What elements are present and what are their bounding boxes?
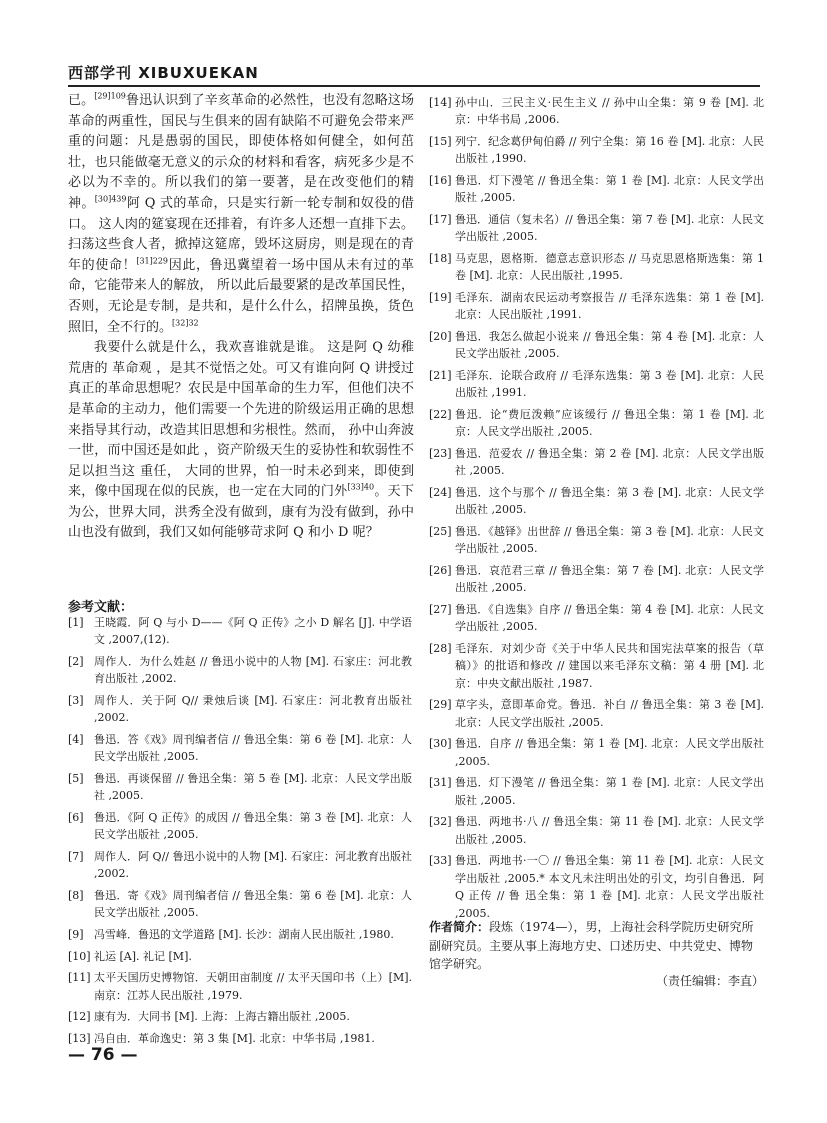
reference-number: [9]	[68, 928, 84, 941]
reference-number: [4]	[68, 733, 84, 746]
reference-text: 冯雪峰．鲁迅的文学道路 [M]. 长沙：湖南人民出版社 ,1980.	[94, 928, 394, 941]
reference-number: [20]	[429, 330, 452, 343]
body-text	[68, 91, 414, 544]
reference-item	[429, 172, 764, 207]
reference-text: 毛泽东．论联合政府 // 毛泽东选集：第 3 卷 [M]. 北京：人民出版社 ,1991.	[455, 369, 764, 400]
reference-item	[429, 328, 764, 363]
reference-text: 康有为．大同书 [M]. 上海：上海古籍出版社 ,2005.	[94, 1010, 350, 1024]
reference-item	[68, 848, 412, 883]
reference-text: 鲁迅．灯下漫笔 // 鲁迅全集：第 1 卷 [M]. 北京：人民文学出版社 ,2005.	[455, 174, 764, 205]
reference-number: [6]	[68, 811, 84, 824]
reference-text: 毛泽东．对刘少奇《关于中华人民共和国宪法草案的报告（草稿）》的批语和修改 // 建国以来毛泽东文稿：第 4 册 [M]. 北京：中央文献出版社 ,1987.	[455, 642, 764, 690]
reference-number: [5]	[68, 772, 84, 785]
citation-31: [31]229	[136, 256, 169, 266]
reference-item	[429, 133, 764, 168]
reference-item	[429, 94, 764, 129]
reference-item	[429, 289, 764, 324]
reference-item	[68, 969, 412, 1004]
reference-item	[429, 601, 764, 636]
author-bio-text: 段炼（1974—），男，上海社会科学院历史研究所副研究员。主要从事上海地方史、口述历史、中共党史、博物馆学研究。	[429, 920, 754, 972]
reference-text: 草字头，意即革命党。鲁迅．补白 // 鲁迅全集：第 3 卷 [M]. 北京：人民文学出版社 ,2005.	[455, 698, 764, 729]
reference-number: [11]	[68, 971, 91, 985]
paragraph-1: 已。$^{[29]109}$鲁迅认识到了辛亥革命的必然性，也没有忽略这场革命的两重性，国民与生俱来的固有缺陷不可避免会带来严重的问题：凡是愚弱的国民，即使体格如何健全，如何茁壮，也只能做毫无意义的示众的材料和看客，病死多少是不必以为不幸的。所以我们的第一要著，是在改变他们的精神。$^{[30]439}$阿 Q 式的革命，只是实行新一轮专制和奴役的借口。 这人肉的筵宴现在还排着，有许多人还想一直排下去。扫荡这些食人者，掀掉这筵席，毁坏这厨房，则是现在的青年的使命！$^{[31]229}$因此，鲁迅冀望着一场中国从未有过的革命，它能带来人的解放， 所以此后最要紧的是改革国民性，否则，无论是专制，是共和，是什么什么，招牌虽换，货色照旧，全不行的。$^{[32]32}$	[68, 91, 414, 335]
reference-number: [7]	[68, 850, 84, 863]
reference-number: [23]	[429, 447, 452, 460]
reference-item	[429, 484, 764, 519]
reference-item	[68, 926, 412, 943]
reference-text: 毛泽东．湖南农民运动考察报告 // 毛泽东选集：第 1 卷 [M]. 北京：人民出版社 ,1991.	[455, 291, 764, 322]
reference-item	[429, 562, 764, 597]
reference-text: 周作人．关于阿 Q// 秉烛后谈 [M]. 石家庄：河北教育出版社 ,2002.	[94, 694, 412, 725]
reference-text: 鲁迅．通信（复未名）// 鲁迅全集：第 7 卷 [M]. 北京：人民文学出版社 ,2005.	[455, 213, 764, 244]
reference-text: 鲁迅．哀范君三章 // 鲁迅全集：第 7 卷 [M]. 北京：人民文学出版社 ,2005.	[455, 564, 764, 595]
reference-number: [30]	[429, 737, 452, 751]
reference-text: 周作人．为什么姓赵 // 鲁迅小说中的人物 [M]. 石家庄：河北教育出版社 ,2002.	[94, 655, 412, 686]
reference-number: [10]	[68, 949, 91, 963]
reference-number: [17]	[429, 213, 452, 226]
reference-item	[68, 887, 412, 922]
reference-number: [29]	[429, 698, 452, 712]
paragraph-2: 我要什么就是什么，我欢喜谁就是谁。 这是阿 Q 幼稚荒唐的 革命观 ，是其不觉悟之处。可又有谁向阿 Q 讲授过真正的革命思想呢？农民是中国革命的生力军，但他们决不是革命的主动力，他们需要一个先进的阶级运用正确的思想来指导其行动，改造其旧思想和劣根性。然而， 孙中山奔波一世，而中国还是如此 ，资产阶级天生的妥协性和软弱性不足以担当这 重任， 大同的世界，怕一时未必到来，即使到来，像中国现在似的民族，也一定在大同的门外$^{[33]40}$。天下为公，世界大同，洪秀全没有做到，康有为没有做到，孙中山也没有做到，我们又如何能够苛求阿 Q 和小 D 呢？	[68, 340, 414, 541]
reference-number: [24]	[429, 486, 452, 499]
reference-text: 鲁迅．寄《戏》周刊编者信 // 鲁迅全集：第 6 卷 [M]. 北京：人民文学出版社 ,2005.	[94, 889, 412, 920]
reference-item	[429, 250, 764, 285]
reference-item	[68, 1008, 412, 1025]
citation-30: [30]439	[94, 194, 127, 204]
reference-number: [21]	[429, 369, 452, 382]
reference-number: [13]	[68, 1031, 91, 1045]
reference-number: [3]	[68, 694, 84, 707]
reference-item	[429, 367, 764, 402]
reference-number: [28]	[429, 642, 452, 655]
journal-title: 西部学刊 XIBUXUEKAN	[68, 64, 259, 82]
reference-item	[68, 692, 412, 727]
reference-item	[429, 852, 764, 922]
citation-33: [33]40	[347, 482, 375, 492]
reference-item	[429, 640, 764, 692]
reference-text: 鲁迅．范爱农 // 鲁迅全集：第 2 卷 [M]. 北京：人民文学出版社 ,2005.	[455, 447, 764, 478]
reference-item	[429, 445, 764, 480]
reference-number: [14]	[429, 96, 452, 109]
reference-item	[429, 211, 764, 246]
reference-text: 鲁迅．论“费厄泼赖”应该缓行 // 鲁迅全集：第 1 卷 [M]. 北京：人民文学出版社 ,2005.	[455, 408, 764, 439]
reference-number: [1]	[68, 616, 84, 629]
reference-item	[429, 813, 764, 848]
reference-number: [16]	[429, 174, 452, 187]
reference-text: 太平天国历史博物馆．天朝田亩制度 // 太平天国印书（上）[M]. 南京：江苏人民出版社 ,1979.	[94, 971, 412, 1002]
reference-item	[429, 523, 764, 558]
reference-number: [25]	[429, 525, 452, 538]
reference-list-left	[68, 614, 412, 1051]
reference-item	[68, 948, 412, 965]
reference-number: [27]	[429, 603, 452, 616]
reference-number: [31]	[429, 776, 452, 790]
responsible-editor: （责任编辑：李直）	[655, 974, 764, 988]
reference-text: 周作人．阿 Q// 鲁迅小说中的人物 [M]. 石家庄：河北教育出版社 ,2002.	[94, 850, 412, 881]
author-bio-label: 作者简介：	[429, 920, 490, 934]
citation-29: [29]109	[94, 91, 126, 101]
reference-item	[68, 770, 412, 805]
reference-item	[429, 696, 764, 731]
reference-number: [12]	[68, 1010, 91, 1024]
reference-text: 鲁迅．两地书·一〇 // 鲁迅全集：第 11 卷 [M]. 北京：人民文学出版社 ,2005.* 本文凡未注明出处的引文，均引自鲁迅．阿 Q 正传 // 鲁 迅全集：第 1 卷 [M]. 北京：人民文学出版社 ,2005.	[455, 854, 764, 920]
reference-number: [15]	[429, 135, 452, 148]
reference-item	[429, 735, 764, 770]
reference-item	[68, 614, 412, 649]
reference-text: 鲁迅．《自选集》自序 // 鲁迅全集：第 4 卷 [M]. 北京：人民文学出版社 ,2005.	[455, 603, 764, 634]
reference-item	[68, 731, 412, 766]
reference-text: 王晓霞．阿 Q 与小 D——《阿 Q 正传》之小 D 解名 [J]. 中学语文 ,2007,(12).	[94, 616, 412, 647]
reference-text: 鲁迅．答《戏》周刊编者信 // 鲁迅全集：第 6 卷 [M]. 北京：人民文学出版社 ,2005.	[94, 733, 412, 764]
reference-text: 鲁迅．自序 // 鲁迅全集：第 1 卷 [M]. 北京：人民文学出版社 ,2005.	[455, 737, 764, 768]
reference-list-right	[429, 94, 764, 926]
reference-item	[68, 653, 412, 688]
reference-text: 马克思，恩格斯．德意志意识形态 // 马克思恩格斯选集：第 1 卷 [M]. 北京：人民出版社 ,1995.	[455, 252, 764, 283]
reference-item	[68, 809, 412, 844]
reference-number: [33]	[429, 854, 452, 868]
reference-text: 鲁迅．《越铎》出世辞 // 鲁迅全集：第 3 卷 [M]. 北京：人民文学出版社 ,2005.	[455, 525, 764, 556]
reference-text: 鲁迅．两地书·八 // 鲁迅全集：第 11 卷 [M]. 北京：人民文学出版社 ,2005.	[455, 815, 764, 846]
reference-text: 列宁．纪念葛伊甸伯爵 // 列宁全集：第 16 卷 [M]. 北京：人民出版社 ,1990.	[455, 135, 764, 166]
page-number: — 76 —	[68, 1045, 138, 1065]
reference-text: 鲁迅．再谈保留 // 鲁迅全集：第 5 卷 [M]. 北京：人民文学出版社 ,2005.	[94, 772, 412, 803]
reference-number: [26]	[429, 564, 452, 577]
citation-32: [32]32	[172, 318, 199, 328]
reference-number: [19]	[429, 291, 452, 304]
reference-number: [18]	[429, 252, 452, 265]
reference-text: 鲁迅．《阿 Q 正传》的成因 // 鲁迅全集：第 3 卷 [M]. 北京：人民文学出版社 ,2005.	[94, 811, 412, 842]
header-rule	[68, 85, 760, 87]
reference-text: 鲁迅．这个与那个 // 鲁迅全集：第 3 卷 [M]. 北京：人民文学出版社 ,2005.	[455, 486, 764, 517]
reference-text: 礼运 [A]. 礼记 [M].	[94, 949, 192, 963]
references-heading: 参考文献：	[68, 600, 134, 615]
reference-text: 冯自由．革命逸史：第 3 集 [M]. 北京：中华书局 ,1981.	[94, 1031, 375, 1045]
reference-text: 鲁迅．我怎么做起小说来 // 鲁迅全集：第 4 卷 [M]. 北京：人民文学出版社 ,2005.	[455, 330, 764, 361]
reference-number: [2]	[68, 655, 84, 668]
reference-number: [22]	[429, 408, 452, 421]
running-header	[68, 62, 760, 86]
reference-text: 孙中山．三民主义·民生主义 // 孙中山全集：第 9 卷 [M]. 北京：中华书局 ,2006.	[455, 96, 764, 127]
reference-number: [32]	[429, 815, 452, 829]
author-bio	[429, 918, 764, 974]
reference-item	[429, 406, 764, 441]
reference-item	[429, 774, 764, 809]
reference-text: 鲁迅．灯下漫笔 // 鲁迅全集：第 1 卷 [M]. 北京：人民文学出版社 ,2005.	[455, 776, 764, 807]
reference-number: [8]	[68, 889, 84, 902]
